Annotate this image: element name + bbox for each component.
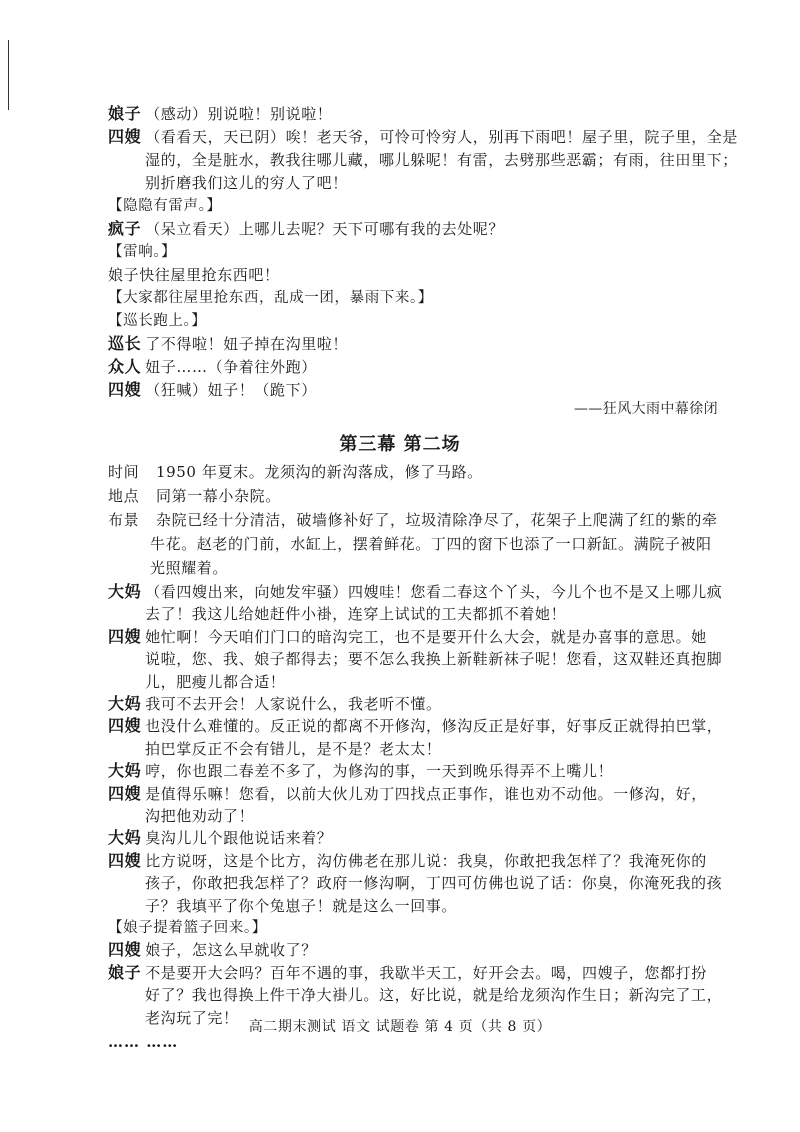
line-6: 疯子 （呆立看天）上哪儿去呢？天下可哪有我的去处呢？	[108, 219, 505, 238]
scene-set-cont: 牛花。赵老的门前，水缸上，摆着鲜花。丁四的窗下也添了一口新缸。满院子被阳	[150, 535, 712, 553]
dialogue-line: 去了！我这儿给她赶件小褂，连穿上试试的工夫都抓不着她！	[145, 605, 567, 624]
curtain-note: ——狂风大雨中幕徐闭	[574, 401, 718, 417]
dialogue-line: 娘子 不是要开大会吗？百年不遇的事，我歇半天工，好开会去。喝，四嫂子，您都打扮	[108, 962, 707, 982]
scene-set: 布景 杂院已经十分清洁，破墙修补好了，垃圾清除净尽了，花架子上爬满了红的紫的牵	[108, 511, 718, 529]
stage-direction: 【大家都往屋里抢东西，乱成一团，暴雨下来。】	[108, 290, 433, 306]
line-3: 湿的，全是脏水，教我往哪儿藏，哪儿躲呢！有雷，去劈那些恶霸；有雨，往田里下；	[145, 151, 738, 169]
ellipsis: …… ……	[108, 1033, 179, 1051]
scene-set-cont: 光照耀着。	[150, 559, 229, 577]
dialogue-line: 好了？我也得换上件干净大褂儿。这，好比说，就是给龙须沟作生日；新沟完了工，	[145, 986, 723, 1005]
stage-direction: 【雷响。】	[108, 244, 177, 260]
scene-place: 地点 同第一幕小杂院。	[108, 487, 281, 505]
dialogue-line: 大妈 我可不去开会！人家说什么，我老听不懂。	[108, 694, 442, 713]
dialogue-line: 儿，肥瘦儿都合适！	[145, 672, 286, 691]
stage-direction: 【隐隐有雷声。】	[108, 198, 222, 214]
dialogue-line: 说啦，您、我、娘子都得去；要不怎么我换上新鞋新袜子呢！您看，这双鞋还真抱脚	[145, 650, 723, 669]
line-12: 众人 妞子……（争着往外跑）	[108, 357, 317, 376]
dialogue-line: 孩子，你敢把我怎样了？政府一修沟啊，丁四可仿佛也说了话：你臭，你淹死我的孩	[145, 874, 723, 893]
dialogue-line: 四嫂 她忙啊！今天咱们门口的暗沟完工，也不是要开什么大会，就是办喜事的意思。她	[108, 626, 707, 646]
page-footer: 高二期末测试 语文 试题卷 第 4 页（共 8 页）	[248, 1019, 552, 1035]
scene-time: 时间 1950 年夏末。龙须沟的新沟落成，修了马路。	[108, 463, 483, 481]
dialogue-line: 四嫂 比方说呀，这是个比方，沟仿佛老在那儿说：我臭，你敢把我怎样了？我淹死你的	[108, 850, 707, 870]
stage-direction: 【娘子提着篮子回来。】	[108, 920, 267, 936]
scene-title: 第三幕 第二场	[339, 434, 461, 455]
dialogue-line: 老沟玩了完！	[145, 1008, 239, 1027]
line-1: 娘子 （感动）别说啦！别说啦！	[108, 104, 333, 123]
line-8: 娘子快往屋里抢东西吧！	[108, 266, 280, 284]
dialogue-line: 四嫂 娘子，怎这么早就收了？	[108, 940, 317, 960]
line-11: 巡长 了不得啦！妞子掉在沟里啦！	[108, 334, 349, 353]
stage-direction: 【巡长跑上。】	[108, 313, 207, 329]
dialogue-line: 拍巴掌反正不会有错儿，是不是？老太太！	[145, 739, 442, 758]
dialogue-line: 大妈 臭沟儿儿个跟他说话来着？	[108, 828, 333, 848]
dialogue-line: 沟把他劝动了！	[145, 807, 255, 825]
line-4: 别折磨我们这儿的穷人了吧！	[145, 174, 348, 192]
line-13: 四嫂 （狂喊）妞子！（跪下）	[108, 380, 317, 399]
dialogue-line: 大妈 （看四嫂出来，向她发牢骚）四嫂哇！您看二春这个丫头，今儿个也不是又上哪儿疯	[108, 582, 723, 601]
dialogue-line: 子？我填平了你个兔崽子！就是这么一回事。	[145, 896, 458, 915]
dialogue-line: 大妈 哼，你也跟二春差不多了，为修沟的事，一天到晚乐得弄不上嘴儿！	[108, 761, 614, 781]
line-2: 四嫂 （看看天，天已阴）唉！老天爷，可怜可怜穷人，别再下雨吧！屋子里，院子里，全是	[108, 127, 739, 146]
dialogue-line: 四嫂 也没什么难懂的。反正说的都离不开修沟，修沟反正是好事，好事反正就得拍巴掌，	[108, 716, 723, 736]
dialogue-line: 四嫂 是值得乐嘛！您看，以前大伙儿劝丁四找点正事作，谁也劝不动他。一修沟，好，	[108, 783, 707, 803]
